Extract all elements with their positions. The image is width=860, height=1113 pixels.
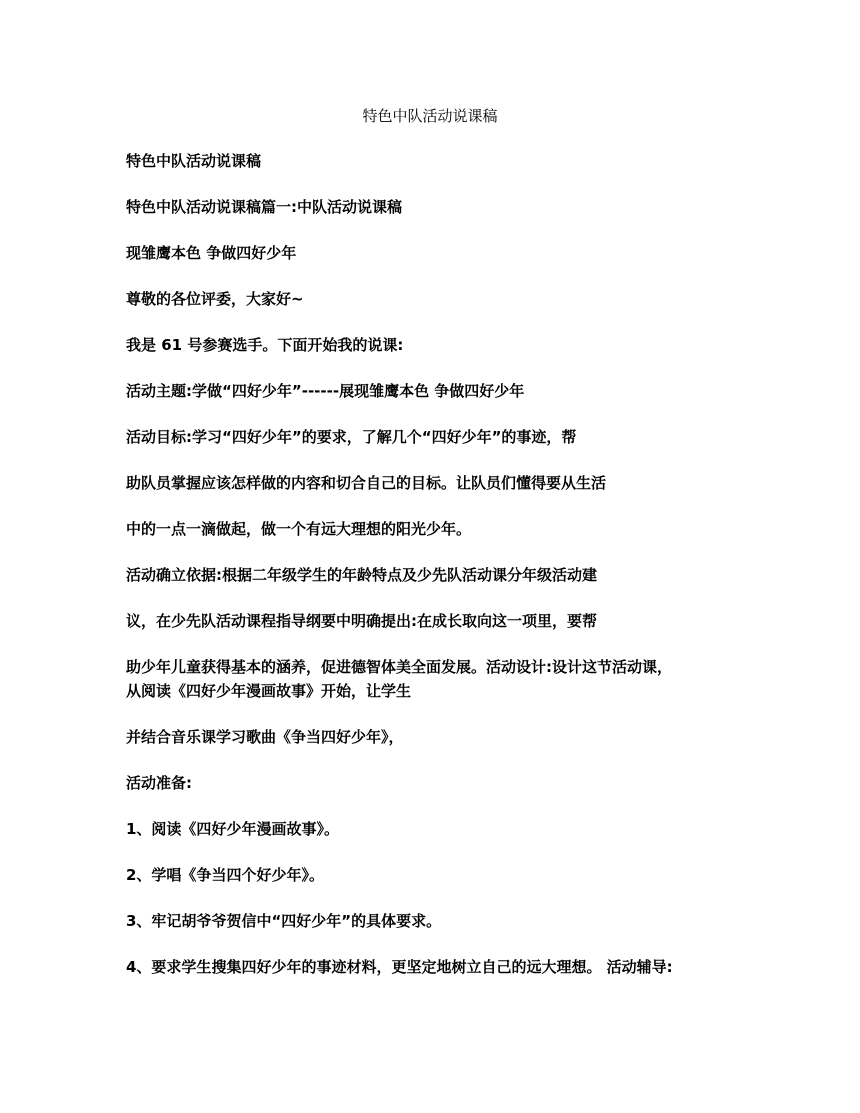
- list-item-1: 1、阅读《四好少年漫画故事》。: [126, 820, 339, 838]
- paragraph-design: 从阅读《四好少年漫画故事》开始，让学生: [126, 682, 412, 700]
- paragraph-music: 并结合音乐课学习歌曲《争当四好少年》，: [126, 728, 404, 746]
- paragraph-greeting: 尊敬的各位评委，大家好~: [126, 290, 304, 308]
- paragraph-goal-2: 助队员掌握应该怎样做的内容和切合自己的目标。让队员们懂得要从生活: [126, 474, 607, 492]
- paragraph-basis-1: 活动确立依据:根据二年级学生的年龄特点及少先队活动课分年级活动建: [126, 566, 598, 584]
- paragraph-basis-2: 议，在少先队活动课程指导纲要中明确提出:在成长取向这一项里，要帮: [126, 612, 598, 630]
- document-title: 特色中队活动说课稿: [362, 107, 498, 125]
- paragraph-goal-3: 中的一点一滴做起，做一个有远大理想的阳光少年。: [126, 520, 472, 538]
- paragraph-activity-theme: 活动主题:学做“四好少年”------展现雏鹰本色 争做四好少年: [126, 382, 525, 400]
- paragraph-preparation: 活动准备:: [126, 774, 192, 792]
- list-item-2: 2、学唱《争当四个好少年》。: [126, 866, 324, 884]
- paragraph-intro: 我是 61 号参赛选手。下面开始我的说课:: [126, 336, 404, 354]
- paragraph-goal-1: 活动目标:学习“四好少年”的要求，了解几个“四好少年”的事迹，帮: [126, 428, 577, 446]
- paragraph-basis-3: 助少年儿童获得基本的涵养，促进德智体美全面发展。活动设计:设计这节活动课，: [126, 658, 673, 676]
- list-item-4: 4、要求学生搜集四好少年的事迹材料，更坚定地树立自己的远大理想。 活动辅导:: [126, 958, 673, 976]
- paragraph-heading: 特色中队活动说课稿: [126, 152, 262, 170]
- document-body: [126, 150, 746, 1002]
- paragraph-subheading: 特色中队活动说课稿篇一:中队活动说课稿: [126, 198, 403, 216]
- paragraph-theme-line: 现雏鹰本色 争做四好少年: [126, 244, 297, 262]
- list-item-3: 3、牢记胡爷爷贺信中“四好少年”的具体要求。: [126, 912, 442, 930]
